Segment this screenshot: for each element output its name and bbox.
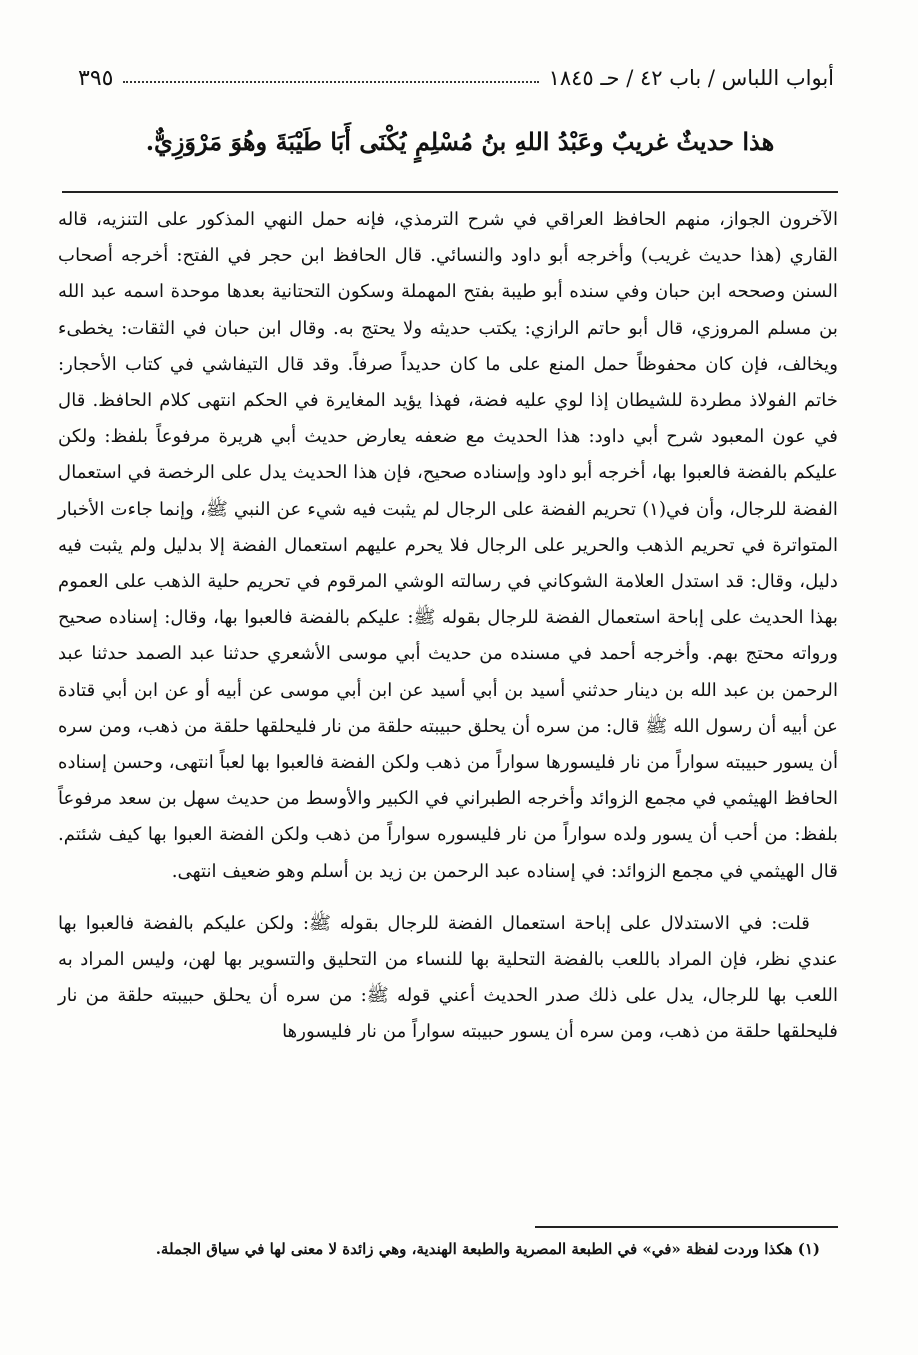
- separator-rule: [62, 191, 838, 193]
- commentary-paragraph-2: قلت: في الاستدلال على إباحة استعمال الفضة للرجال بقوله ﷺ: ولكن عليكم بالفضة فالعبوا بها عندي نظر، فإن المراد باللعب بالفضة التحلية بها للنساء من التحليق والتسوير بها لهن، وليس المراد به اللعب بها للرجال، يدل على ذلك صدر الحديث أعني قوله ﷺ: من سره أن يحلق حبيبته حلقة من نار فليحلقها حلقة من ذهب، ومن سره أن يسور حبيبته سواراً من نار فليسورها: [58, 912, 838, 1043]
- running-title: أبواب اللباس / باب ٤٢ / حـ ١٨٤٥: [548, 66, 834, 90]
- footnote: (١) هكذا وردت لفظة «في» في الطبعة المصرية والطبعة الهندية، وهي زائدة لا معنى لها في سياق الجملة.: [155, 1240, 820, 1258]
- leader-dots: [123, 81, 538, 83]
- page-number: ٣٩٥: [78, 65, 114, 91]
- commentary: [58, 202, 838, 1051]
- footnote-rule: [535, 1226, 838, 1228]
- commentary-paragraph-1: الآخرون الجواز، منهم الحافظ العراقي في شرح الترمذي، فإنه حمل النهي المذكور على التنزيه، قاله القاري (هذا حديث غريب) وأخرجه أبو داود والنسائي. قال الحافظ ابن حجر في الفتح: أخرجه أصحاب السنن وصححه ابن حبان وفي سنده أبو طيبة بفتح المهملة وسكون التحتانية بعدها موحدة اسمه عبد الله بن مسلم المروزي، قال أبو حاتم الرازي: يكتب حديثه ولا يحتج به. وقال ابن حبان في الثقات: يخطىء ويخالف، فإن كان محفوظاً حمل المنع على ما كان حديداً صرفاً. وقد قال التيفاشي في كتاب الأحجار: خاتم الفولاذ مطردة للشيطان إذا لوي عليه فضة، فهذا يؤيد المغايرة في الحكم انتهى كلام الحافظ. قال في عون المعبود شرح أبي داود: هذا الحديث مع ضعفه يعارض حديث أبي هريرة مرفوعاً بلفظ: ولكن عليكم بالفضة فالعبوا بها، أخرجه أبو داود وإسناده صحيح، فإن هذا الحديث يدل على الرخصة في استعمال الفضة للرجال، وأن في(١) تحريم الفضة على الرجال لم يثبت فيه شيء عن النبي ﷺ، وإنما جاءت الأخبار المتواترة في تحريم الذهب والحرير على الرجال فلا يحرم عليهم استعمال الفضة إلا بدليل ولم يثبت فيه دليل، وقال: قد استدل العلامة الشوكاني في رسالته الوشي المرقوم في تحريم حلية الذهب على العموم بهذا الحديث على إباحة استعمال الفضة للرجال بقوله ﷺ: عليكم بالفضة فالعبوا بها، وقال: إسناده صحيح ورواته محتج بهم. وأخرجه أحمد في مسنده من حديث أبي موسى الأشعري حدثنا عبد الصمد حدثنا عبد الرحمن بن عبد الله بن دينار حدثني أسيد بن أبي أسيد عن ابن أبي موسى عن أبيه أو عن ابن أبي قتادة عن أبيه أن رسول الله ﷺ قال: من سره أن يحلق حبيبته حلقة من نار فليحلقها حلقة من ذهب، ومن سره أن يسور حبيبته سواراً من نار فليسورها سواراً من ذهب ولكن الفضة فالعبوا بها لعباً انتهى، وحسن إسناده الحافظ الهيثمي في مجمع الزوائد وأخرجه الطبراني في الكبير والأوسط من حديث سهل بن سعد مرفوعاً بلفظ: من أحب أن يسور ولده سواراً من نار فليسوره سواراً من ذهب ولكن الفضة العبوا بها كيف شئتم. قال الهيثمي في مجمع الزوائد: في إسناده عبد الرحمن بن زيد بن أسلم وهو ضعيف انتهى.: [58, 209, 838, 882]
- hadith-text: هذا حديثٌ غريبٌ وعَبْدُ اللهِ بنُ مُسْلِمٍ يُكْنَى أَبَا طَيْبَةَ وهُوَ مَرْوَزِيٌّ.: [145, 127, 775, 156]
- running-header: [78, 60, 834, 96]
